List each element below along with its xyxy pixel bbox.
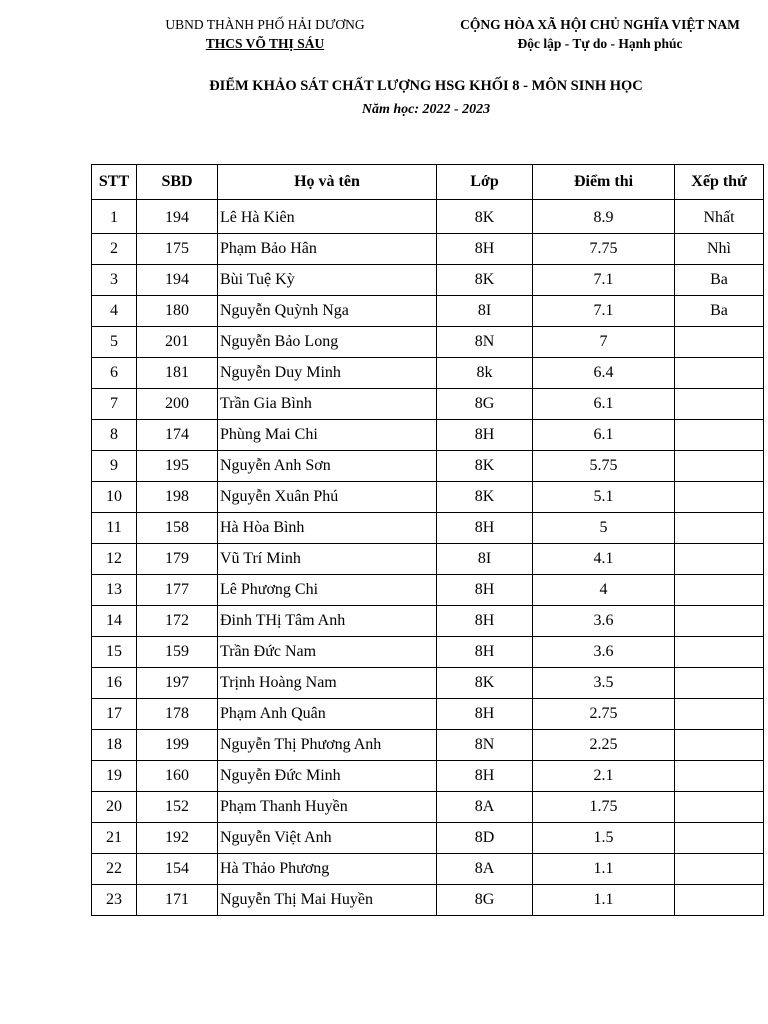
cell-class: 8G [437, 389, 533, 420]
cell-class: 8I [437, 296, 533, 327]
table-row [92, 637, 764, 668]
cell-class: 8H [437, 637, 533, 668]
table-header-row [92, 165, 764, 200]
cell-rank [675, 544, 764, 575]
cell-rank [675, 668, 764, 699]
cell-sbd: 154 [137, 854, 218, 885]
cell-rank [675, 792, 764, 823]
cell-rank [675, 451, 764, 482]
cell-name: Lê Phương Chi [218, 575, 437, 606]
cell-sbd: 180 [137, 296, 218, 327]
cell-score: 4 [533, 575, 675, 606]
cell-rank [675, 513, 764, 544]
table-row [92, 451, 764, 482]
cell-sbd: 198 [137, 482, 218, 513]
cell-rank [675, 823, 764, 854]
cell-name: Đinh THị Tâm Anh [218, 606, 437, 637]
cell-name: Hà Hòa Bình [218, 513, 437, 544]
cell-sbd: 181 [137, 358, 218, 389]
cell-rank [675, 699, 764, 730]
table-row [92, 513, 764, 544]
cell-sbd: 201 [137, 327, 218, 358]
column-header-stt: STT [92, 165, 137, 200]
cell-name: Phạm Anh Quân [218, 699, 437, 730]
table-row [92, 854, 764, 885]
cell-sbd: 199 [137, 730, 218, 761]
cell-score: 7.75 [533, 234, 675, 265]
cell-sbd: 158 [137, 513, 218, 544]
cell-stt: 3 [92, 265, 137, 296]
cell-score: 8.9 [533, 200, 675, 234]
cell-stt: 21 [92, 823, 137, 854]
cell-name: Trịnh Hoàng Nam [218, 668, 437, 699]
table-row [92, 823, 764, 854]
cell-rank: Ba [675, 296, 764, 327]
cell-name: Nguyễn Xuân Phú [218, 482, 437, 513]
cell-rank [675, 420, 764, 451]
cell-sbd: 174 [137, 420, 218, 451]
table-row [92, 792, 764, 823]
cell-sbd: 195 [137, 451, 218, 482]
cell-sbd: 178 [137, 699, 218, 730]
cell-rank: Nhì [675, 234, 764, 265]
cell-name: Nguyễn Việt Anh [218, 823, 437, 854]
cell-name: Nguyễn Thị Phương Anh [218, 730, 437, 761]
cell-score: 5.75 [533, 451, 675, 482]
cell-class: 8K [437, 668, 533, 699]
cell-class: 8G [437, 885, 533, 916]
table-row [92, 668, 764, 699]
cell-sbd: 172 [137, 606, 218, 637]
cell-rank [675, 761, 764, 792]
table-row [92, 544, 764, 575]
cell-sbd: 175 [137, 234, 218, 265]
cell-sbd: 177 [137, 575, 218, 606]
cell-stt: 2 [92, 234, 137, 265]
cell-stt: 6 [92, 358, 137, 389]
table-row [92, 327, 764, 358]
authority-name: UBND THÀNH PHỐ HẢI DƯƠNG [165, 17, 365, 32]
table-row [92, 296, 764, 327]
table-row [92, 389, 764, 420]
cell-stt: 10 [92, 482, 137, 513]
cell-stt: 23 [92, 885, 137, 916]
cell-class: 8N [437, 327, 533, 358]
cell-score: 3.5 [533, 668, 675, 699]
cell-score: 2.25 [533, 730, 675, 761]
national-motto: Độc lập - Tự do - Hạnh phúc [517, 36, 683, 51]
cell-name: Phạm Bảo Hân [218, 234, 437, 265]
cell-class: 8N [437, 730, 533, 761]
cell-stt: 13 [92, 575, 137, 606]
cell-name: Phạm Thanh Huyền [218, 792, 437, 823]
cell-stt: 4 [92, 296, 137, 327]
cell-class: 8A [437, 854, 533, 885]
cell-score: 7.1 [533, 265, 675, 296]
column-header-rank: Xếp thứ [675, 165, 764, 200]
cell-stt: 20 [92, 792, 137, 823]
cell-class: 8k [437, 358, 533, 389]
cell-stt: 9 [92, 451, 137, 482]
cell-stt: 17 [92, 699, 137, 730]
cell-score: 5.1 [533, 482, 675, 513]
cell-rank [675, 854, 764, 885]
score-table [91, 164, 764, 916]
cell-score: 4.1 [533, 544, 675, 575]
table-row [92, 699, 764, 730]
cell-score: 6.1 [533, 420, 675, 451]
cell-stt: 18 [92, 730, 137, 761]
cell-class: 8K [437, 265, 533, 296]
cell-class: 8H [437, 606, 533, 637]
table-row [92, 730, 764, 761]
table-row [92, 420, 764, 451]
cell-stt: 19 [92, 761, 137, 792]
cell-rank [675, 575, 764, 606]
cell-rank [675, 885, 764, 916]
school-year: Năm học: 2022 - 2023 [361, 102, 491, 117]
cell-score: 6.1 [533, 389, 675, 420]
cell-name: Nguyễn Anh Sơn [218, 451, 437, 482]
cell-rank [675, 358, 764, 389]
cell-rank [675, 482, 764, 513]
cell-score: 7.1 [533, 296, 675, 327]
table-row [92, 885, 764, 916]
cell-stt: 16 [92, 668, 137, 699]
column-header-sbd: SBD [137, 165, 218, 200]
cell-score: 7 [533, 327, 675, 358]
cell-stt: 15 [92, 637, 137, 668]
cell-sbd: 200 [137, 389, 218, 420]
cell-class: 8A [437, 792, 533, 823]
cell-name: Trần Gia Bình [218, 389, 437, 420]
cell-class: 8K [437, 482, 533, 513]
school-name: THCS VÕ THỊ SÁU [205, 36, 325, 51]
table-row [92, 482, 764, 513]
cell-score: 6.4 [533, 358, 675, 389]
cell-name: Hà Thảo Phương [218, 854, 437, 885]
cell-class: 8D [437, 823, 533, 854]
cell-score: 2.75 [533, 699, 675, 730]
cell-stt: 12 [92, 544, 137, 575]
cell-name: Phùng Mai Chi [218, 420, 437, 451]
column-header-score: Điểm thi [533, 165, 675, 200]
cell-rank: Nhất [675, 200, 764, 234]
cell-class: 8H [437, 699, 533, 730]
cell-score: 3.6 [533, 606, 675, 637]
cell-rank [675, 730, 764, 761]
cell-score: 3.6 [533, 637, 675, 668]
cell-name: Vũ Trí Minh [218, 544, 437, 575]
cell-stt: 1 [92, 200, 137, 234]
cell-sbd: 194 [137, 200, 218, 234]
cell-stt: 5 [92, 327, 137, 358]
cell-stt: 7 [92, 389, 137, 420]
table-row [92, 234, 764, 265]
country-name: CỘNG HÒA XÃ HỘI CHỦ NGHĨA VIỆT NAM [460, 17, 740, 32]
column-header-name: Họ và tên [218, 165, 437, 200]
cell-sbd: 152 [137, 792, 218, 823]
cell-sbd: 171 [137, 885, 218, 916]
cell-name: Nguyễn Quỳnh Nga [218, 296, 437, 327]
cell-name: Nguyễn Thị Mai Huyền [218, 885, 437, 916]
column-header-class: Lớp [437, 165, 533, 200]
cell-class: 8H [437, 234, 533, 265]
cell-score: 1.1 [533, 854, 675, 885]
cell-score: 1.75 [533, 792, 675, 823]
table-row [92, 358, 764, 389]
cell-name: Nguyễn Bảo Long [218, 327, 437, 358]
cell-stt: 11 [92, 513, 137, 544]
cell-class: 8K [437, 451, 533, 482]
cell-sbd: 192 [137, 823, 218, 854]
table-row [92, 761, 764, 792]
cell-name: Lê Hà Kiên [218, 200, 437, 234]
cell-class: 8H [437, 575, 533, 606]
table-row [92, 200, 764, 234]
cell-sbd: 194 [137, 265, 218, 296]
cell-name: Trần Đức Nam [218, 637, 437, 668]
cell-rank [675, 389, 764, 420]
cell-sbd: 197 [137, 668, 218, 699]
cell-stt: 8 [92, 420, 137, 451]
cell-score: 1.1 [533, 885, 675, 916]
cell-class: 8H [437, 420, 533, 451]
table-row [92, 606, 764, 637]
cell-rank: Ba [675, 265, 764, 296]
cell-name: Nguyễn Duy Minh [218, 358, 437, 389]
header-right [440, 15, 760, 53]
cell-rank [675, 606, 764, 637]
cell-sbd: 160 [137, 761, 218, 792]
cell-name: Bùi Tuệ Kỳ [218, 265, 437, 296]
cell-score: 2.1 [533, 761, 675, 792]
cell-rank [675, 637, 764, 668]
table-row [92, 265, 764, 296]
cell-class: 8H [437, 513, 533, 544]
table-row [92, 575, 764, 606]
cell-score: 5 [533, 513, 675, 544]
score-table-body [92, 200, 764, 916]
cell-sbd: 159 [137, 637, 218, 668]
cell-stt: 22 [92, 854, 137, 885]
cell-rank [675, 327, 764, 358]
cell-sbd: 179 [137, 544, 218, 575]
cell-name: Nguyễn Đức Minh [218, 761, 437, 792]
cell-class: 8H [437, 761, 533, 792]
cell-stt: 14 [92, 606, 137, 637]
cell-score: 1.5 [533, 823, 675, 854]
header-left [150, 15, 380, 53]
cell-class: 8K [437, 200, 533, 234]
cell-class: 8I [437, 544, 533, 575]
document-title: ĐIỂM KHẢO SÁT CHẤT LƯỢNG HSG KHỐI 8 - MÔN SINH HỌC [209, 78, 643, 94]
